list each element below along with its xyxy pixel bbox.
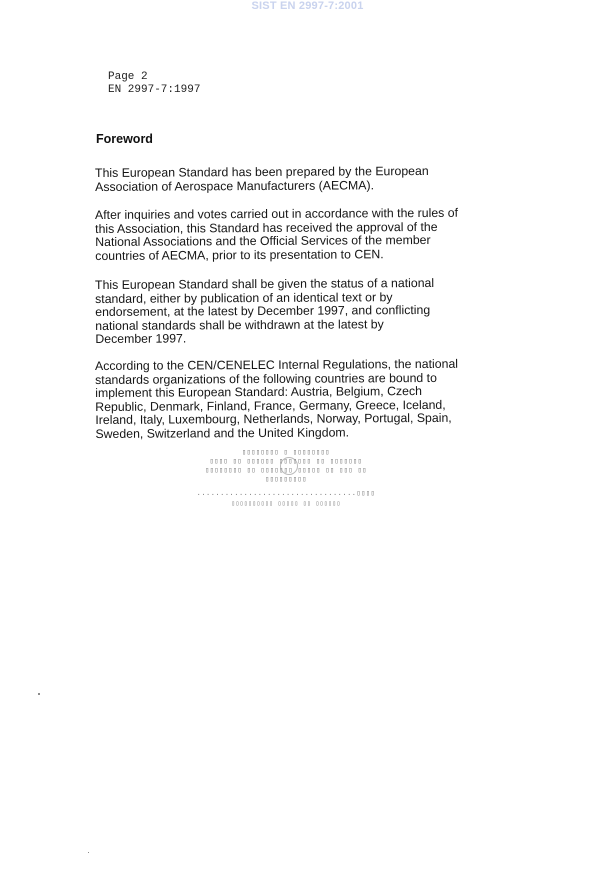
foreword-paragraph-1 bbox=[95, 164, 525, 194]
stamp-seal-icon bbox=[280, 457, 298, 475]
office-stamp: ▯▯▯▯▯▯▯▯ ▯ ▯▯▯▯▯▯▯▯ ▯▯▯▯ ▯▯ ▯▯▯▯▯▯ ▯▯▯▯▯▯▯ ▯▯ ▯▯▯▯▯▯▯ ▯▯▯▯▯▯▯▯ ▯▯ ▯▯▯▯▯▯▯ ▯▯▯▯▯ ▯▯ ▯▯▯ ▯▯ ▯▯▯▯▯▯▯▯▯ ..................................▯▯▯▯ ▯▯▯▯▯▯▯▯▯▯ ▯▯▯▯▯ ▯▯ ▯▯▯▯▯▯ bbox=[196, 449, 376, 507]
foreword-paragraph-4 bbox=[95, 357, 525, 441]
text-line: endorsement, at the latest by December 1997, and conflicting bbox=[95, 303, 431, 320]
text-line: December 1997. bbox=[95, 331, 187, 347]
text-line: standards organizations of the following countries are bound to bbox=[95, 370, 437, 387]
text-line: national standards shall be withdrawn at the latest by bbox=[95, 317, 384, 333]
text-line: This European Standard shall be given the status of a national bbox=[94, 275, 435, 292]
text-line: According to the CEN/CENELEC Internal Regulations, the national bbox=[94, 356, 459, 373]
scan-speck bbox=[38, 693, 40, 695]
watermark: SIST EN 2997-7:2001 bbox=[251, 0, 364, 12]
text-line: Republic, Denmark, Finland, France, Germany, Greece, Iceland, bbox=[95, 397, 446, 414]
text-line: After inquiries and votes carried out in accordance with the rules of bbox=[94, 205, 459, 222]
scan-speck bbox=[88, 852, 89, 853]
foreword-heading: Foreword bbox=[96, 132, 153, 146]
foreword-paragraph-2 bbox=[95, 206, 525, 263]
document-reference: EN 2997-7:1997 bbox=[108, 84, 201, 96]
page-header bbox=[108, 71, 200, 97]
page-number: Page 2 bbox=[108, 71, 148, 83]
text-line: This European Standard has been prepared by the European bbox=[94, 163, 429, 180]
text-line: Sweden, Switzerland and the United Kingdom. bbox=[95, 425, 350, 441]
text-line: standard, either by publication of an identical text or by bbox=[95, 289, 393, 306]
text-line: this Association, this Standard has received the approval of the bbox=[95, 219, 438, 236]
text-line: Ireland, Italy, Luxembourg, Netherlands, Norway, Portugal, Spain, bbox=[95, 411, 452, 428]
text-line: Association of Aerospace Manufacturers (AECMA). bbox=[95, 177, 375, 194]
foreword-paragraph-3 bbox=[95, 276, 525, 347]
text-line: countries of AECMA, prior to its presentation to CEN. bbox=[95, 247, 384, 263]
text-line: implement this European Standard: Austria, Belgium, Czech bbox=[95, 384, 422, 401]
text-line: National Associations and the Official Services of the member bbox=[95, 233, 431, 250]
